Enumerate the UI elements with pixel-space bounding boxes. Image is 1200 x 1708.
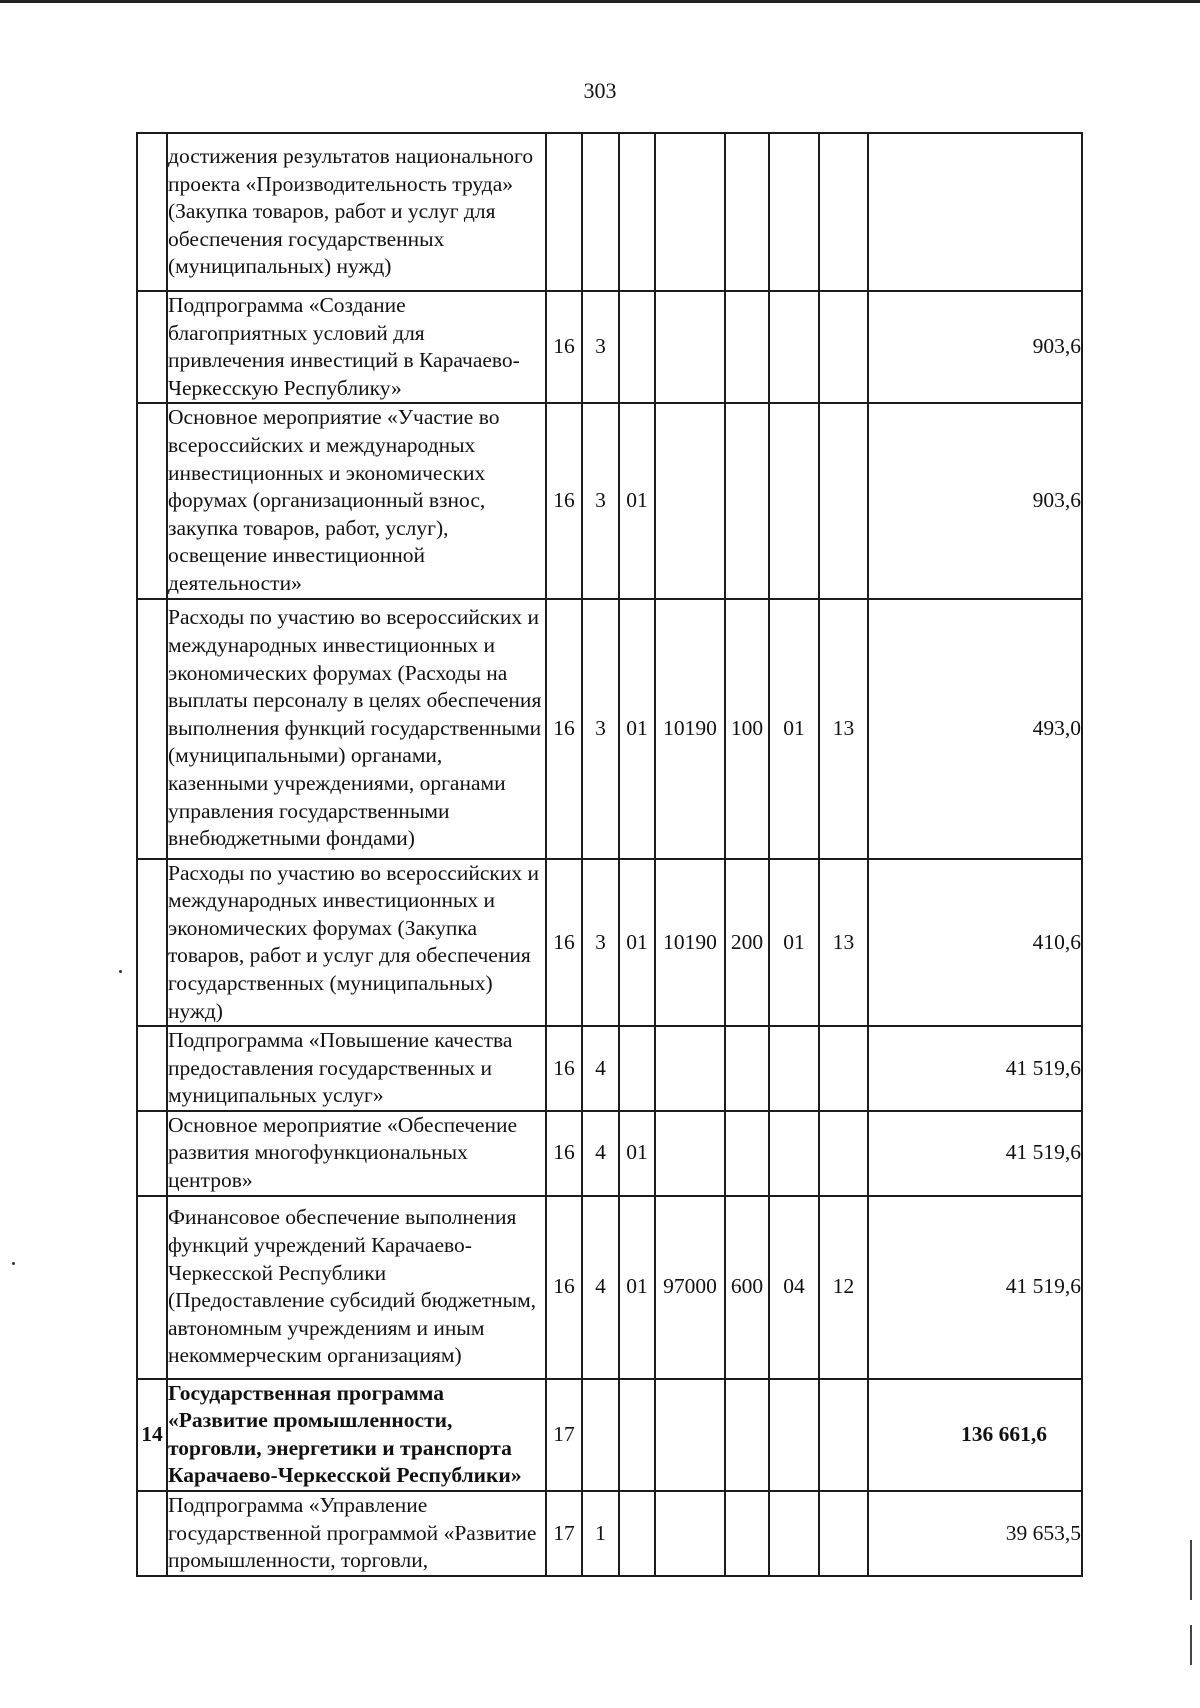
code-measure-cell — [619, 1379, 655, 1491]
row-number-cell — [137, 1111, 167, 1196]
code-section-cell: 01 — [769, 859, 819, 1027]
description-cell: достижения результатов национального проекта «Производительность труда» (Закупка товаров, работ и услуг для обеспечения государственных (муниципальных) нужд) — [167, 133, 546, 291]
code-direction-cell — [655, 1379, 725, 1491]
amount-cell: 41 519,6 — [868, 1196, 1082, 1379]
table-body — [137, 133, 1082, 1576]
code-program-cell: 16 — [546, 1026, 582, 1111]
code-subprogram-cell — [582, 1379, 619, 1491]
code-expense-type-cell — [725, 133, 769, 291]
code-direction-cell — [655, 291, 725, 403]
amount-cell: 410,6 — [868, 859, 1082, 1027]
code-expense-type-cell — [725, 1026, 769, 1111]
code-measure-cell — [619, 1026, 655, 1111]
amount-cell: 41 519,6 — [868, 1026, 1082, 1111]
table-row — [137, 403, 1082, 598]
table-row — [137, 1196, 1082, 1379]
top-edge-rule — [0, 0, 1200, 3]
code-expense-type-cell: 200 — [725, 859, 769, 1027]
table-row — [137, 859, 1082, 1027]
code-subsection-cell: 12 — [819, 1196, 868, 1379]
code-expense-type-cell — [725, 291, 769, 403]
code-measure-cell: 01 — [619, 1111, 655, 1196]
description-cell: Подпрограмма «Повышение качества предоставления государственных и муниципальных услуг» — [167, 1026, 546, 1111]
table-row — [137, 1491, 1082, 1576]
row-number-cell — [137, 403, 167, 598]
table-row — [137, 1026, 1082, 1111]
code-program-cell: 17 — [546, 1379, 582, 1491]
code-section-cell — [769, 291, 819, 403]
code-subprogram-cell: 3 — [582, 291, 619, 403]
row-number-cell — [137, 599, 167, 859]
code-program-cell — [546, 133, 582, 291]
table-row — [137, 1111, 1082, 1196]
code-section-cell: 01 — [769, 599, 819, 859]
code-subsection-cell — [819, 1026, 868, 1111]
code-subsection-cell — [819, 133, 868, 291]
description-cell: Основное мероприятие «Обеспечение развития многофункциональных центров» — [167, 1111, 546, 1196]
code-subprogram-cell: 3 — [582, 403, 619, 598]
code-direction-cell — [655, 1111, 725, 1196]
table-row — [137, 133, 1082, 291]
row-number-cell — [137, 1491, 167, 1576]
code-direction-cell — [655, 133, 725, 291]
code-program-cell: 17 — [546, 1491, 582, 1576]
row-number-cell — [137, 1196, 167, 1379]
code-subprogram-cell: 3 — [582, 599, 619, 859]
code-direction-cell: 10190 — [655, 859, 725, 1027]
description-cell: Основное мероприятие «Участие во всероссийских и международных инвестиционных и экономических форумах (организационный взнос, закупка товаров, работ, услуг), освещение инвестиционной деятельности» — [167, 403, 546, 598]
code-direction-cell — [655, 1491, 725, 1576]
description-cell: Расходы по участию во всероссийских и международных инвестиционных и экономических форумах (Закупка товаров, работ и услуг для обеспечения государственных (муниципальных) нужд) — [167, 859, 546, 1027]
code-section-cell — [769, 1379, 819, 1491]
code-measure-cell — [619, 291, 655, 403]
code-expense-type-cell: 100 — [725, 599, 769, 859]
code-expense-type-cell — [725, 1491, 769, 1576]
code-expense-type-cell: 600 — [725, 1196, 769, 1379]
table-row — [137, 599, 1082, 859]
code-program-cell: 16 — [546, 1196, 582, 1379]
amount-cell: 903,6 — [868, 291, 1082, 403]
code-direction-cell — [655, 1026, 725, 1111]
code-subprogram-cell: 4 — [582, 1026, 619, 1111]
table-row — [137, 1379, 1082, 1491]
code-subsection-cell — [819, 403, 868, 598]
scan-edge-mark — [1190, 1540, 1192, 1600]
code-section-cell — [769, 1026, 819, 1111]
code-section-cell — [769, 1491, 819, 1576]
code-direction-cell: 97000 — [655, 1196, 725, 1379]
code-measure-cell — [619, 1491, 655, 1576]
row-number-cell — [137, 133, 167, 291]
row-number-cell — [137, 1026, 167, 1111]
code-subprogram-cell: 4 — [582, 1196, 619, 1379]
code-direction-cell — [655, 403, 725, 598]
code-subprogram-cell — [582, 133, 619, 291]
code-program-cell: 16 — [546, 859, 582, 1027]
code-section-cell — [769, 403, 819, 598]
code-section-cell — [769, 133, 819, 291]
code-subsection-cell — [819, 291, 868, 403]
code-program-cell: 16 — [546, 291, 582, 403]
row-number-cell — [137, 859, 167, 1027]
amount-cell: 493,0 — [868, 599, 1082, 859]
code-subsection-cell — [819, 1491, 868, 1576]
row-number-cell — [137, 291, 167, 403]
description-cell: Финансовое обеспечение выполнения функций учреждений Карачаево-Черкесской Республики (Предоставление субсидий бюджетным, автономным учреждениям и иным некоммерческим организациям) — [167, 1196, 546, 1379]
code-measure-cell — [619, 133, 655, 291]
code-subsection-cell — [819, 1379, 868, 1491]
code-expense-type-cell — [725, 1379, 769, 1491]
amount-cell: 41 519,6 — [868, 1111, 1082, 1196]
description-cell: Государственная программа «Развитие промышленности, торговли, энергетики и транспорта Карачаево-Черкесской Республики» — [167, 1379, 546, 1491]
scan-speck — [12, 1262, 15, 1265]
code-section-cell: 04 — [769, 1196, 819, 1379]
code-measure-cell: 01 — [619, 859, 655, 1027]
scan-speck — [119, 970, 122, 973]
code-subsection-cell — [819, 1111, 868, 1196]
code-expense-type-cell — [725, 1111, 769, 1196]
code-measure-cell: 01 — [619, 1196, 655, 1379]
description-cell: Расходы по участию во всероссийских и международных инвестиционных и экономических форумах (Расходы на выплаты персоналу в целях обеспечения выполнения функций государственными (муниципальными) органами, казенными учреждениями, органами управления государственными внебюджетными фондами) — [167, 599, 546, 859]
code-subprogram-cell: 3 — [582, 859, 619, 1027]
amount-cell: 39 653,5 — [868, 1491, 1082, 1576]
page-number: 303 — [583, 78, 617, 103]
code-direction-cell: 10190 — [655, 599, 725, 859]
code-section-cell — [769, 1111, 819, 1196]
description-cell: Подпрограмма «Создание благоприятных условий для привлечения инвестиций в Карачаево-Черкесскую Республику» — [167, 291, 546, 403]
code-measure-cell: 01 — [619, 403, 655, 598]
code-program-cell: 16 — [546, 1111, 582, 1196]
budget-table — [136, 132, 1083, 1577]
code-subprogram-cell: 1 — [582, 1491, 619, 1576]
row-number-cell: 14 — [137, 1379, 167, 1491]
amount-cell: 903,6 — [868, 403, 1082, 598]
code-subsection-cell: 13 — [819, 859, 868, 1027]
code-subsection-cell: 13 — [819, 599, 868, 859]
amount-cell — [868, 133, 1082, 291]
table-row — [137, 291, 1082, 403]
code-subprogram-cell: 4 — [582, 1111, 619, 1196]
code-expense-type-cell — [725, 403, 769, 598]
description-cell: Подпрограмма «Управление государственной программой «Развитие промышленности, торговли, — [167, 1491, 546, 1576]
amount-cell: 136 661,6 — [868, 1379, 1082, 1491]
code-program-cell: 16 — [546, 403, 582, 598]
code-measure-cell: 01 — [619, 599, 655, 859]
code-program-cell: 16 — [546, 599, 582, 859]
scan-edge-mark — [1190, 1625, 1192, 1665]
